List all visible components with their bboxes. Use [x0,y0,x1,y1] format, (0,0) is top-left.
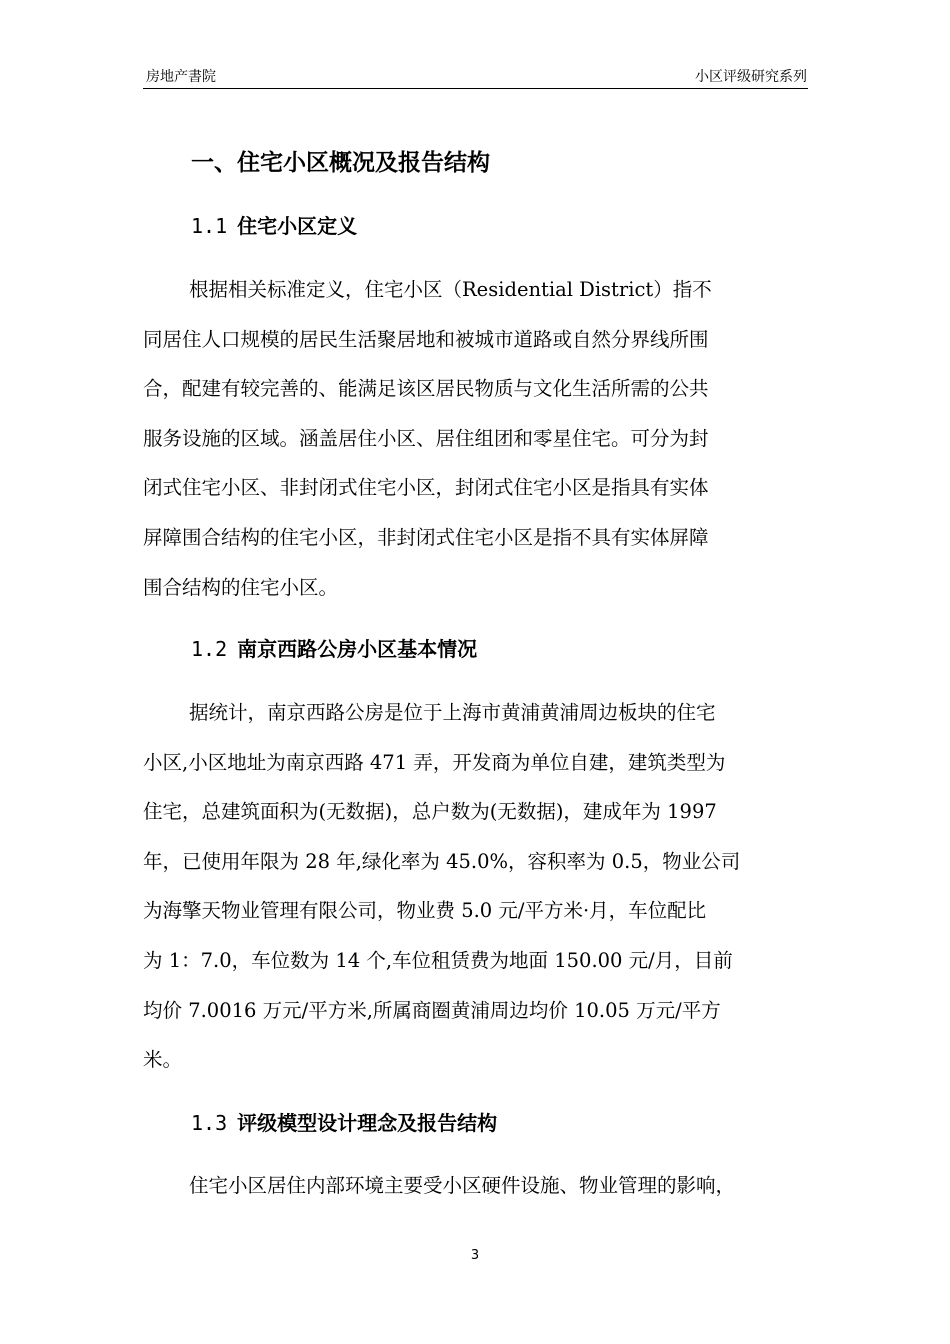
paragraph-line: 据统计，南京西路公房是位于上海市黄浦黄浦周边板块的住宅 [189,701,716,724]
subsection-heading-1-2 [191,634,477,664]
header-right-text: 小区评级研究系列 [695,69,807,85]
paragraph-line: 米。 [143,1048,183,1072]
paragraph-line: 均价 7.0016 万元/平方米,所属商圈黄浦周边均价 10.05 万元/平方 [143,998,721,1022]
page-number: 3 [470,1248,480,1263]
paragraph-line: 屏障围合结构的住宅小区，非封闭式住宅小区是指不具有实体屏障 [143,525,709,549]
header-divider [143,88,808,89]
subsection-heading-1-1 [191,211,357,241]
paragraph-line: 服务设施的区域。涵盖居住小区、居住组团和零星住宅。可分为封 [143,426,709,450]
section-title: 一、住宅小区概况及报告结构 [191,150,490,176]
paragraph-line: 住宅，总建筑面积为(无数据)，总户数为(无数据)，建成年为 1997 [143,800,717,824]
subsection-heading-1-3 [191,1108,497,1138]
subsection-title: 南京西路公房小区基本情况 [237,637,478,661]
paragraph-line: 闭式住宅小区、非封闭式住宅小区，封闭式住宅小区是指具有实体 [143,476,709,500]
subsection-title: 住宅小区定义 [237,214,358,238]
paragraph-line: 住宅小区居住内部环境主要受小区硬件设施、物业管理的影响， [189,1174,736,1197]
paragraph-basic-info [143,688,808,1085]
paragraph-line: 同居住人口规模的居民生活聚居地和被城市道路或自然分界线所围 [143,327,709,351]
paragraph-line: 年，已使用年限为 28 年,绿化率为 45.0%，容积率为 0.5，物业公司 [143,849,741,873]
subsection-number: 1.1 [191,214,228,238]
paragraph-line: 根据相关标准定义，住宅小区（Residential District）指不 [189,278,712,301]
paragraph-line: 合，配建有较完善的、能满足该区居民物质与文化生活所需的公共 [143,377,709,401]
paragraph-line: 小区,小区地址为南京西路 471 弄，开发商为单位自建，建筑类型为 [143,750,726,774]
subsection-number: 1.3 [191,1111,228,1135]
header-left-text: 房地产書院 [146,69,216,85]
paragraph-definition [143,265,808,612]
paragraph-line: 围合结构的住宅小区。 [143,575,339,599]
subsection-number: 1.2 [191,637,228,661]
paragraph-model-design [143,1161,808,1211]
subsection-title: 评级模型设计理念及报告结构 [237,1111,498,1135]
paragraph-line: 为 1：7.0，车位数为 14 个,车位租赁费为地面 150.00 元/月，目前 [143,948,733,972]
paragraph-line: 为海擎天物业管理有限公司，物业费 5.0 元/平方米·月，车位配比 [143,899,707,923]
